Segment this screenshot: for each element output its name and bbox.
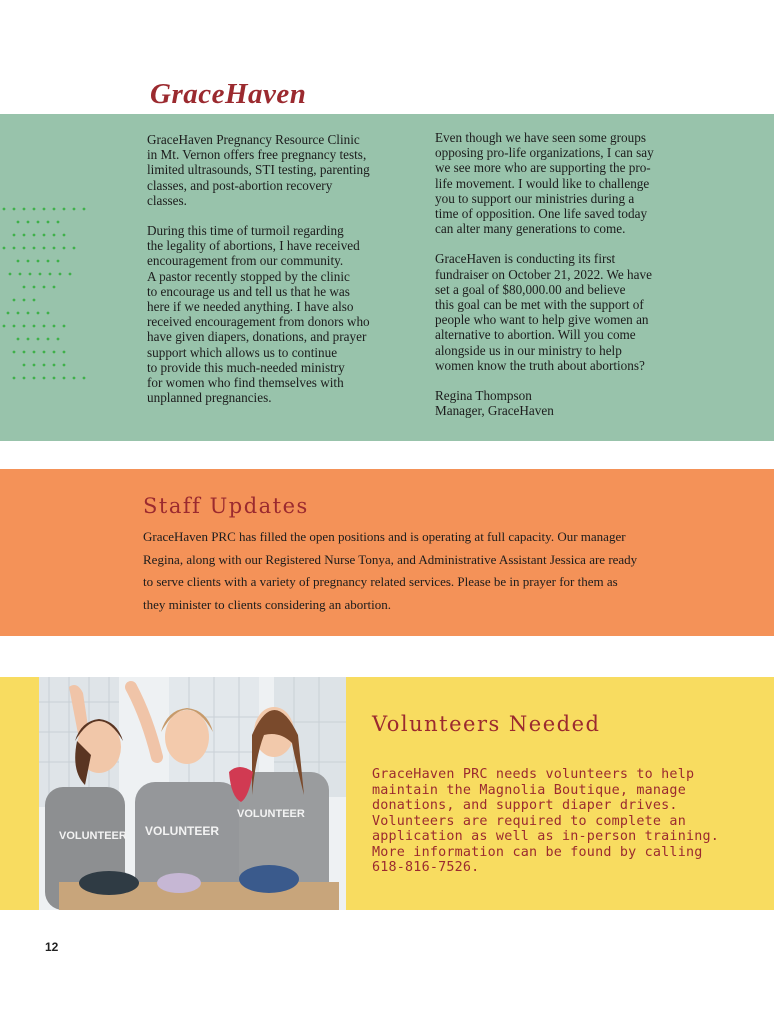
shirt-text: VOLUNTEER [59, 830, 127, 842]
volunteers-photo-illustration [39, 677, 346, 910]
volunteers-body: GraceHaven PRC needs volunteers to help maintain the Magnolia Boutique, manage donations, and support diaper drives. Volunteers are required to complete an application as well as in-person training. More information can be found by calling 618-816-7526. [372, 767, 719, 875]
decorative-dot [37, 221, 40, 224]
decorative-dot [53, 247, 56, 250]
decorative-dot [43, 286, 46, 289]
decorative-dot [37, 260, 40, 263]
decorative-dot [23, 377, 26, 380]
decorative-dot [73, 377, 76, 380]
decorative-dot [23, 234, 26, 237]
decorative-dot [43, 364, 46, 367]
decorative-dot [49, 273, 52, 276]
decorative-dot [17, 260, 20, 263]
page-number: 12 [45, 940, 59, 954]
intro-paragraph: GraceHaven Pregnancy Resource Clinic in Mt. Vernon offers free pregnancy tests, limited ultrasounds, STI testing, parenting classes, and post-abortion recovery classes. [147, 132, 370, 208]
decorative-dot [43, 377, 46, 380]
decorative-dot [33, 299, 36, 302]
decorative-dot [63, 234, 66, 237]
decorative-dot [57, 338, 60, 341]
decorative-dot [53, 364, 56, 367]
decorative-dot [59, 273, 62, 276]
decorative-dot [3, 208, 6, 211]
shirt-text: VOLUNTEER [237, 808, 305, 820]
decorative-dot [23, 208, 26, 211]
decorative-dot [47, 338, 50, 341]
decorative-dot [63, 208, 66, 211]
decorative-dot [17, 312, 20, 315]
decorative-dot [53, 351, 56, 354]
volunteers-heading: Volunteers Needed [372, 712, 601, 736]
decorative-dot [43, 234, 46, 237]
decorative-dot [33, 208, 36, 211]
decorative-dot [43, 208, 46, 211]
decorative-dot [63, 247, 66, 250]
decorative-dot [27, 221, 30, 224]
decorative-dot [47, 260, 50, 263]
decorative-dot [23, 364, 26, 367]
decorative-dot [33, 364, 36, 367]
decorative-dot [33, 247, 36, 250]
decorative-dot [23, 351, 26, 354]
decorative-dot [83, 377, 86, 380]
decorative-dot [17, 338, 20, 341]
decorative-dot [63, 351, 66, 354]
decorative-dot [39, 273, 42, 276]
decorative-dots [0, 205, 110, 395]
decorative-dot [63, 377, 66, 380]
decorative-dot [27, 338, 30, 341]
decorative-dot [33, 377, 36, 380]
decorative-dot [33, 286, 36, 289]
decorative-dot [13, 351, 16, 354]
volunteers-photo [39, 677, 346, 910]
decorative-dot [27, 312, 30, 315]
decorative-dot [3, 247, 6, 250]
decorative-dot [9, 273, 12, 276]
decorative-dot [13, 377, 16, 380]
decorative-dot [27, 260, 30, 263]
decorative-dot [63, 364, 66, 367]
intro-left-column [147, 132, 412, 420]
decorative-dot [19, 273, 22, 276]
decorative-dot [47, 221, 50, 224]
signature-name: Regina Thompson [435, 388, 532, 404]
decorative-dot [13, 299, 16, 302]
decorative-dot [43, 247, 46, 250]
decorative-dot [37, 312, 40, 315]
decorative-dot [7, 312, 10, 315]
signature-title: Manager, GraceHaven [435, 403, 554, 419]
decorative-dot [73, 208, 76, 211]
decorative-dot [53, 325, 56, 328]
decorative-dot [53, 377, 56, 380]
staff-body: GraceHaven PRC has filled the open positions and is operating at full capacity. Our manager Regina, along with our Registered Nurse Tonya, and Administrative Assistant Jessica are ready to serve clients with a variety of pregnancy related services. Please be in prayer for them as they minister to clients considering an abortion. [143, 529, 638, 612]
decorative-dot [33, 325, 36, 328]
decorative-dot [23, 325, 26, 328]
decorative-dot [73, 247, 76, 250]
decorative-dot [17, 221, 20, 224]
decorative-dot [83, 208, 86, 211]
page-title: GraceHaven [150, 78, 307, 110]
decorative-dot [57, 260, 60, 263]
decorative-dot [53, 234, 56, 237]
decorative-dot [53, 208, 56, 211]
decorative-dot [53, 286, 56, 289]
decorative-dot [13, 234, 16, 237]
decorative-dot [3, 325, 6, 328]
decorative-dot [63, 325, 66, 328]
decorative-dot [69, 273, 72, 276]
decorative-dot [13, 208, 16, 211]
shirt-text: VOLUNTEER [145, 824, 220, 838]
decorative-dot [13, 247, 16, 250]
decorative-dot [33, 351, 36, 354]
intro-right-column [435, 130, 695, 418]
decorative-dot [23, 247, 26, 250]
intro-paragraph: GraceHaven is conducting its first fundraiser on October 21, 2022. We have set a goal of $80,000.00 and believe this goal can be met with the support of people who want to help give women an alternative to abortion. Will you come alongside us in our ministry to help women know the truth about abortions? [435, 251, 652, 373]
intro-paragraph: During this time of turmoil regarding the legality of abortions, I have received encouragement from our community. A pastor recently stopped by the clinic to encourage us and tell us that he was here if we needed anything. I have also received encouragement from donors who have given diapers, donations, and prayer support which allows us to continue to provide this much-needed ministry for women who find themselves with unplanned pregnancies. [147, 223, 370, 406]
decorative-dot [57, 221, 60, 224]
staff-heading: Staff Updates [143, 494, 309, 518]
decorative-dot [37, 338, 40, 341]
decorative-dot [43, 325, 46, 328]
intro-paragraph: Even though we have seen some groups opposing pro-life organizations, I can say we see more who are supporting the pro- life movement. I would like to challenge you to support our ministries during a time of opposition. One life saved today can alter many generations to come. [435, 130, 654, 237]
decorative-dot [23, 299, 26, 302]
decorative-dot [29, 273, 32, 276]
decorative-dot [43, 351, 46, 354]
decorative-dot [13, 325, 16, 328]
decorative-dot [33, 234, 36, 237]
decorative-dot [47, 312, 50, 315]
decorative-dot [23, 286, 26, 289]
